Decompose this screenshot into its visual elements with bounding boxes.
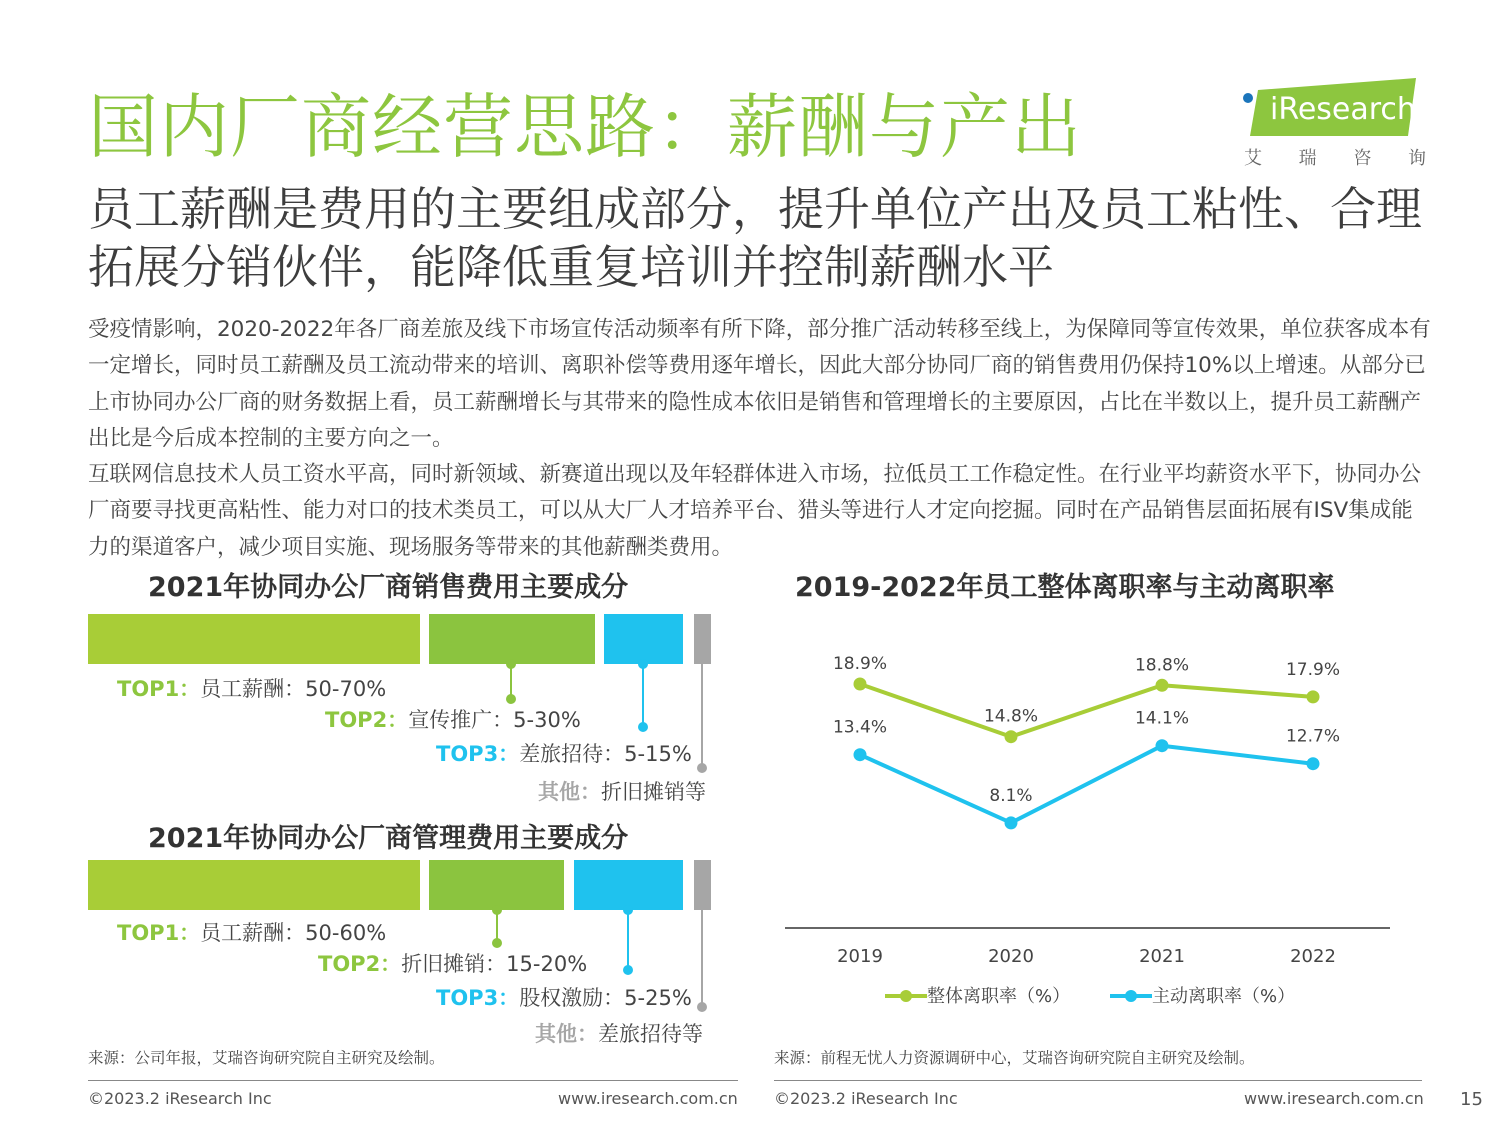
data-point xyxy=(1156,739,1169,752)
sales-chart-title: 2021年协同办公厂商销售费用主要成分 xyxy=(148,572,629,603)
admin-label-other: 其他：差旅招待等 xyxy=(535,1022,703,1046)
data-point xyxy=(1005,730,1018,743)
data-label: 14.8% xyxy=(983,706,1039,727)
admin-label-top3: TOP3：股权激励：5-25% xyxy=(436,986,692,1010)
footer-copyright-left: ©2023.2 iResearch Inc xyxy=(88,1089,272,1108)
data-point xyxy=(1156,679,1169,692)
sales-label-other: 其他：折旧摊销等 xyxy=(538,780,706,804)
line-chart-title: 2019-2022年员工整体离职率与主动离职率 xyxy=(795,572,1335,603)
admin-label-top1: TOP1：员工薪酬：50-60% xyxy=(117,921,387,945)
paragraph-1: 受疫情影响，2020-2022年各厂商差旅及线下市场宣传活动频率有所下降，部分推广活动转移至线上，为保障同等宣传效果，单位获客成本有一定增长，同时员工薪酬及员工流动带来的培训、离职补偿等费用逐年增长，因此大部分协同厂商的销售费用仍保持10%以上增速。从部分已上市协同办公厂商的财务数据上看，员工薪酬增长与其带来的隐性成本依旧是销售和管理增长的主要原因，占比在半数以上，提升员工薪酬产出比是今后成本控制的主要方向之一。 xyxy=(88,317,1431,451)
admin-label-top2: TOP2：折旧摊销：15-20% xyxy=(318,952,588,976)
data-point xyxy=(1005,816,1018,829)
data-label: 17.9% xyxy=(1285,659,1341,680)
iresearch-logo xyxy=(1240,78,1425,170)
footer-copyright-right: ©2023.2 iResearch Inc xyxy=(774,1089,958,1108)
source-note-left: 来源：公司年报，艾瑞咨询研究院自主研究及绘制。 xyxy=(88,1049,445,1067)
sales-label-top1: TOP1：员工薪酬：50-70% xyxy=(117,677,387,701)
legend-marker-2 xyxy=(1125,990,1137,1002)
data-label: 8.1% xyxy=(989,785,1033,806)
data-label: 13.4% xyxy=(832,717,888,738)
footer-divider-left xyxy=(88,1080,738,1081)
page-number: 15 xyxy=(1460,1089,1483,1110)
sales-label-top3: TOP3：差旅招待：5-15% xyxy=(436,742,692,766)
x-tick-label: 2020 xyxy=(988,946,1034,967)
footer-divider-right xyxy=(774,1080,1422,1081)
page-title: 国内厂商经营思路：薪酬与产出 xyxy=(88,86,1082,168)
series-line-2 xyxy=(860,746,1313,823)
data-point xyxy=(1307,690,1320,703)
data-point xyxy=(854,748,867,761)
legend-label-1: 整体离职率（%） xyxy=(927,986,1071,1007)
admin-connectors xyxy=(0,0,760,1040)
x-tick-label: 2019 xyxy=(837,946,883,967)
data-label: 14.1% xyxy=(1134,708,1190,729)
sales-label-top2: TOP2：宣传推广：5-30% xyxy=(325,708,581,732)
data-label: 18.8% xyxy=(1134,655,1190,676)
footer-url-left: www.iresearch.com.cn xyxy=(558,1089,738,1108)
logo-text: iResearch xyxy=(1270,92,1416,127)
paragraph-2: 互联网信息技术人员工资水平高，同时新领域、新赛道出现以及年轻群体进入市场，拉低员工工作稳定性。在行业平均薪资水平下，协同办公厂商要寻找更高粘性、能力对口的技术类员工，可以从大厂人才培养平台、猎头等进行人才定向挖掘。同时在产品销售层面拓展有ISV集成能力的渠道客户，减少项目实施、现场服务等带来的其他薪酬类费用。 xyxy=(88,462,1422,560)
x-tick-label: 2021 xyxy=(1139,946,1185,967)
turnover-line-chart xyxy=(770,610,1410,1030)
series-line-1 xyxy=(860,684,1313,737)
data-point xyxy=(1307,757,1320,770)
legend-marker-1 xyxy=(900,990,912,1002)
source-note-right: 来源：前程无忧人力资源调研中心，艾瑞咨询研究院自主研究及绘制。 xyxy=(774,1049,1255,1067)
footer-url-right: www.iresearch.com.cn xyxy=(1244,1089,1424,1108)
page-subtitle: 员工薪酬是费用的主要组成部分，提升单位产出及员工粘性、合理拓展分销伙伴，能降低重复培训并控制薪酬水平 xyxy=(88,182,1422,294)
logo-subtitle: 艾 瑞 咨 询 xyxy=(1244,148,1426,169)
data-point xyxy=(854,678,867,691)
data-label: 12.7% xyxy=(1285,726,1341,747)
data-label: 18.9% xyxy=(832,654,888,674)
x-tick-label: 2022 xyxy=(1290,946,1336,967)
admin-chart-title: 2021年协同办公厂商管理费用主要成分 xyxy=(148,823,629,854)
legend-label-2: 主动离职率（%） xyxy=(1152,986,1296,1007)
